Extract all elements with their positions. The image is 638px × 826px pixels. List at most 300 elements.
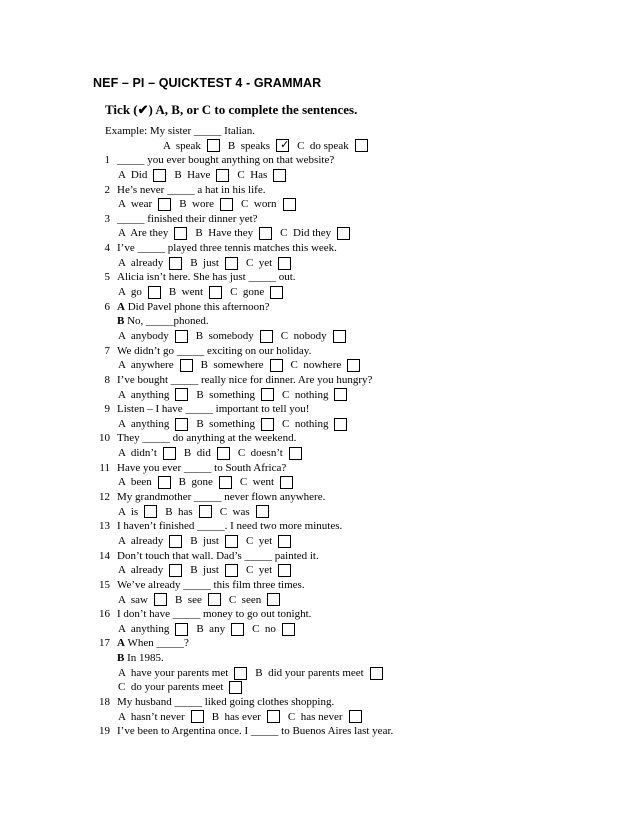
question-text	[117, 212, 258, 227]
question-line	[0, 212, 638, 227]
tick-box[interactable]	[270, 286, 283, 299]
question-text	[117, 300, 269, 315]
question-text	[117, 549, 319, 564]
answer-option[interactable]	[118, 710, 204, 725]
tick-box[interactable]	[217, 447, 230, 460]
option-label: A anything	[118, 417, 170, 430]
option-label: A is	[118, 505, 139, 518]
option-label: A saw	[118, 593, 148, 606]
tick-box[interactable]	[158, 198, 171, 211]
question-line	[0, 314, 638, 329]
answer-option[interactable]	[118, 417, 188, 432]
answer-options-row	[0, 139, 638, 154]
question-number: 13	[99, 520, 110, 533]
answer-options-row	[0, 593, 638, 608]
tick-box[interactable]	[225, 257, 238, 270]
answer-options	[118, 680, 250, 695]
answer-options	[118, 593, 288, 608]
tick-box[interactable]	[229, 681, 242, 694]
tick-box[interactable]	[175, 330, 188, 343]
answer-options-row	[0, 563, 638, 578]
question-line	[0, 241, 638, 256]
option-label: C yet	[245, 564, 273, 577]
option-label: B see	[174, 593, 202, 606]
tick-box[interactable]	[225, 535, 238, 548]
answer-option[interactable]	[228, 139, 289, 154]
option-label: C gone	[230, 286, 265, 299]
answer-option[interactable]	[229, 593, 280, 608]
question-number: 19	[99, 725, 110, 738]
tick-box[interactable]	[261, 388, 274, 401]
question-line	[0, 724, 638, 739]
answer-option[interactable]	[297, 139, 368, 154]
answer-option[interactable]	[174, 168, 229, 183]
answer-option[interactable]	[118, 446, 176, 461]
answer-options-row	[0, 446, 638, 461]
example-sentence	[105, 124, 255, 139]
option-label: A already	[118, 564, 164, 577]
option-label: A anywhere	[118, 359, 174, 372]
answer-option[interactable]	[118, 197, 171, 212]
sentence-text: Example: My sister _____ Italian.	[105, 125, 255, 137]
question-line	[0, 519, 638, 534]
answer-options-row	[0, 680, 638, 695]
instructions: Tick (✔) A, B, or C to complete the sentences.	[105, 102, 358, 117]
option-label: C was	[219, 505, 250, 518]
tick-box[interactable]	[208, 593, 221, 606]
option-label: B Have	[174, 168, 211, 181]
speaker-label: B	[117, 652, 125, 665]
sentence-text: My husband _____ liked going clothes shopping.	[117, 695, 335, 708]
answer-options-row	[0, 534, 638, 549]
sentence-text: I’ve _____ played three tennis matches this week.	[117, 242, 337, 255]
sentence-text: I’ve been to Argentina once. I _____ to Buenos Aires last year.	[117, 725, 394, 738]
answer-option[interactable]	[118, 505, 157, 520]
option-label: C has never	[287, 710, 343, 723]
tick-box[interactable]	[337, 227, 350, 240]
answer-option[interactable]	[282, 388, 347, 403]
question-number: 17	[99, 637, 110, 650]
answer-option[interactable]	[118, 226, 187, 241]
answer-options	[118, 256, 299, 271]
option-label: A go	[118, 286, 142, 299]
question-text	[117, 461, 286, 476]
answer-option[interactable]	[118, 358, 193, 373]
question-text	[117, 724, 393, 739]
tick-box[interactable]	[347, 359, 360, 372]
answer-option[interactable]	[169, 285, 222, 300]
question-line	[0, 490, 638, 505]
question-line	[0, 300, 638, 315]
question-line	[0, 431, 638, 446]
answer-option[interactable]	[255, 666, 382, 681]
answer-option[interactable]	[196, 417, 274, 432]
option-label: B something	[196, 388, 256, 401]
option-label: A anybody	[118, 329, 169, 342]
question-line	[0, 695, 638, 710]
answer-options-row	[0, 226, 638, 241]
answer-option[interactable]	[179, 475, 232, 490]
answer-options	[118, 710, 370, 725]
answer-option[interactable]	[118, 666, 247, 681]
tick-box[interactable]	[259, 227, 272, 240]
tick-box[interactable]	[349, 710, 362, 723]
tick-box[interactable]	[370, 667, 383, 680]
question-line	[0, 607, 638, 622]
answer-option[interactable]	[163, 139, 220, 154]
sentence-text: Listen – I have _____ important to tell you!	[117, 403, 310, 416]
sentence-text: Have you ever _____ to South Africa?	[117, 461, 287, 474]
tick-box[interactable]	[333, 330, 346, 343]
answer-options-row	[0, 417, 638, 432]
question-text	[117, 402, 309, 417]
question-line	[0, 549, 638, 564]
question-text	[117, 490, 325, 505]
tick-box[interactable]	[216, 169, 229, 182]
question-line	[0, 636, 638, 651]
question-list	[0, 124, 638, 739]
question-text	[117, 183, 265, 198]
answer-option[interactable]	[246, 563, 291, 578]
tick-box[interactable]	[267, 593, 280, 606]
question-line	[0, 402, 638, 417]
option-label: B something	[196, 417, 256, 430]
question-number: 10	[99, 432, 110, 445]
option-label: B just	[190, 564, 219, 577]
answer-option[interactable]	[118, 534, 182, 549]
answer-option[interactable]	[201, 358, 283, 373]
answer-option[interactable]	[246, 256, 291, 271]
answer-options-row	[0, 329, 638, 344]
answer-options	[118, 226, 358, 241]
speaker-label: B	[117, 315, 125, 328]
question-number: 7	[104, 344, 110, 357]
answer-options	[118, 329, 354, 344]
sentence-text: I haven’t finished _____. I need two more minutes.	[117, 520, 343, 533]
question-number: 8	[104, 373, 110, 386]
question-number: 2	[104, 183, 110, 196]
option-label: C Has	[237, 168, 268, 181]
sentence-text: They _____ do anything at the weekend.	[117, 432, 297, 445]
answer-option[interactable]	[190, 534, 238, 549]
question-number: 11	[99, 461, 110, 474]
option-label: A already	[118, 256, 164, 269]
sentence-text: We’ve already _____ this film three times.	[117, 578, 305, 591]
answer-options	[118, 417, 355, 432]
option-label: A Are they	[118, 227, 169, 240]
tick-box[interactable]	[163, 447, 176, 460]
option-label: A hasn’t never	[118, 710, 185, 723]
question-text	[117, 344, 311, 359]
tick-box[interactable]	[225, 564, 238, 577]
sentence-text: I don’t have _____ money to go out tonight.	[117, 608, 312, 621]
tick-box[interactable]	[144, 505, 157, 518]
sentence-text: He’s never _____ a hat in his life.	[117, 183, 266, 196]
answer-options	[118, 358, 368, 373]
sentence-text: _____ finished their dinner yet?	[117, 212, 258, 225]
question-text	[117, 153, 334, 168]
option-label: C do your parents meet	[118, 681, 224, 694]
answer-options	[118, 168, 294, 183]
tick-box[interactable]	[219, 476, 232, 489]
sentence-text: _____ you ever bought anything on that website?	[117, 154, 335, 167]
tick-box[interactable]	[154, 593, 167, 606]
checked-tick-box[interactable]	[276, 139, 289, 152]
question-line	[0, 183, 638, 198]
question-text	[117, 636, 189, 651]
option-label: B Have they	[195, 227, 254, 240]
tick-box[interactable]	[199, 505, 212, 518]
answer-options	[163, 139, 376, 154]
sentence-text: In 1985.	[124, 652, 164, 665]
answer-options-row	[0, 505, 638, 520]
answer-options-row	[0, 666, 638, 681]
tick-box[interactable]	[220, 198, 233, 211]
sentence-text: My grandmother _____ never flown anywhere.	[117, 491, 326, 504]
question-text	[117, 578, 305, 593]
page-title: NEF – PI – QUICKTEST 4 - GRAMMAR	[93, 76, 322, 90]
answer-options-row	[0, 710, 638, 725]
tick-box[interactable]	[334, 418, 347, 431]
answer-option[interactable]	[118, 475, 171, 490]
option-label: A didn’t	[118, 447, 157, 460]
question-number: 12	[99, 491, 110, 504]
option-label: C went	[239, 476, 275, 489]
option-label: A have your parents met	[118, 666, 229, 679]
answer-option[interactable]	[288, 710, 362, 725]
option-label: B speaks	[227, 139, 271, 152]
answer-options	[118, 197, 304, 212]
sentence-text: I’ve bought _____ really nice for dinner. Are you hungry?	[117, 373, 373, 386]
question-number: 18	[99, 695, 110, 708]
tick-box[interactable]	[234, 667, 247, 680]
answer-option[interactable]	[282, 417, 347, 432]
answer-option[interactable]	[237, 168, 286, 183]
option-label: C doesn’t	[237, 447, 283, 460]
question-line	[0, 124, 638, 139]
answer-option[interactable]	[241, 197, 295, 212]
question-number: 9	[104, 403, 110, 416]
answer-option[interactable]	[175, 593, 221, 608]
question-number: 3	[104, 212, 110, 225]
sentence-text: No, _____phoned.	[124, 315, 209, 328]
tick-box[interactable]	[175, 418, 188, 431]
answer-option[interactable]	[190, 563, 238, 578]
option-label: C seen	[228, 593, 262, 606]
option-label: B wore	[179, 198, 215, 211]
tick-box[interactable]	[207, 139, 220, 152]
question-line	[0, 373, 638, 388]
option-label: C nowhere	[290, 359, 342, 372]
answer-option[interactable]	[240, 475, 293, 490]
answer-option[interactable]	[118, 388, 188, 403]
answer-option[interactable]	[212, 710, 280, 725]
answer-option[interactable]	[165, 505, 212, 520]
tick-box[interactable]	[174, 227, 187, 240]
tick-box[interactable]	[280, 476, 293, 489]
tick-box[interactable]	[153, 169, 166, 182]
answer-option[interactable]	[184, 446, 230, 461]
answer-options-row	[0, 285, 638, 300]
answer-options-row	[0, 168, 638, 183]
question-text	[117, 270, 296, 285]
option-label: C nothing	[282, 417, 329, 430]
sentence-text: When _____?	[124, 637, 189, 650]
tick-box[interactable]	[282, 623, 295, 636]
option-label: A speak	[163, 139, 201, 152]
option-label: C yet	[245, 534, 273, 547]
option-label: C yet	[245, 256, 273, 269]
tick-box[interactable]	[148, 286, 161, 299]
answer-option[interactable]	[238, 446, 302, 461]
option-label: A Did	[118, 168, 148, 181]
option-label: A been	[118, 476, 152, 489]
option-label: B any	[196, 622, 226, 635]
option-label: B did	[183, 447, 211, 460]
question-number: 1	[104, 154, 110, 167]
tick-box[interactable]	[175, 388, 188, 401]
question-line	[0, 344, 638, 359]
option-label: B has ever	[211, 710, 261, 723]
check-icon: ✓	[280, 139, 290, 152]
speaker-label: A	[117, 637, 125, 650]
answer-options	[118, 446, 310, 461]
answer-options	[118, 563, 299, 578]
question-number: 5	[104, 271, 110, 284]
option-label: B has	[165, 505, 193, 518]
tick-box[interactable]	[191, 710, 204, 723]
answer-options-row	[0, 475, 638, 490]
tick-box[interactable]	[334, 388, 347, 401]
answer-options-row	[0, 197, 638, 212]
answer-option[interactable]	[252, 622, 295, 637]
tick-box[interactable]	[169, 564, 182, 577]
answer-options-row	[0, 388, 638, 403]
answer-option[interactable]	[230, 285, 283, 300]
question-line	[0, 270, 638, 285]
question-line	[0, 578, 638, 593]
answer-options	[118, 622, 303, 637]
sentence-text: Alicia isn’t here. She has just _____ out.	[117, 271, 296, 284]
answer-options-row	[0, 622, 638, 637]
answer-option[interactable]	[118, 593, 167, 608]
option-label: B did your parents meet	[255, 666, 364, 679]
answer-option[interactable]	[281, 329, 346, 344]
option-label: C Did they	[280, 227, 332, 240]
question-text	[117, 314, 209, 329]
tick-box[interactable]	[158, 476, 171, 489]
option-label: C do speak	[297, 139, 349, 152]
tick-box[interactable]	[278, 535, 291, 548]
option-label: B gone	[178, 476, 213, 489]
tick-box[interactable]	[231, 623, 244, 636]
question-text	[117, 607, 311, 622]
answer-option[interactable]	[118, 285, 161, 300]
answer-option[interactable]	[195, 226, 272, 241]
speaker-label: A	[117, 300, 125, 313]
answer-option[interactable]	[196, 622, 244, 637]
answer-option[interactable]	[179, 197, 233, 212]
sentence-text: We didn’t go _____ exciting on our holiday.	[117, 344, 312, 357]
answer-option[interactable]	[118, 680, 242, 695]
tick-box[interactable]	[267, 710, 280, 723]
question-number: 14	[99, 549, 110, 562]
question-text	[117, 519, 342, 534]
option-label: C nothing	[282, 388, 329, 401]
question-number: 15	[99, 578, 110, 591]
tick-box[interactable]	[209, 286, 222, 299]
option-label: B somebody	[195, 329, 254, 342]
option-label: B somewhere	[200, 359, 264, 372]
option-label: C nobody	[280, 329, 327, 342]
answer-option[interactable]	[280, 226, 350, 241]
tick-box[interactable]	[278, 257, 291, 270]
answer-options-row	[0, 256, 638, 271]
answer-option[interactable]	[118, 622, 188, 637]
answer-option[interactable]	[291, 358, 361, 373]
answer-options	[118, 505, 277, 520]
sentence-text: Did Pavel phone this afternoon?	[124, 300, 270, 313]
question-line	[0, 153, 638, 168]
answer-option[interactable]	[246, 534, 291, 549]
tick-box[interactable]	[278, 564, 291, 577]
answer-option[interactable]	[190, 256, 238, 271]
answer-option[interactable]	[220, 505, 269, 520]
answer-option[interactable]	[118, 563, 182, 578]
tick-box[interactable]	[180, 359, 193, 372]
tick-box[interactable]	[355, 139, 368, 152]
sentence-text: Don’t touch that wall. Dad’s _____ painted it.	[117, 549, 319, 562]
tick-box[interactable]	[273, 169, 286, 182]
answer-options	[118, 388, 355, 403]
option-label: B just	[190, 256, 219, 269]
question-text	[117, 651, 164, 666]
answer-options	[118, 666, 391, 681]
tick-box[interactable]	[169, 535, 182, 548]
answer-option[interactable]	[118, 329, 188, 344]
answer-option[interactable]	[118, 256, 182, 271]
answer-options	[118, 534, 299, 549]
option-label: A already	[118, 534, 164, 547]
question-text	[117, 431, 296, 446]
question-number: 4	[104, 242, 110, 255]
option-label: B went	[168, 286, 204, 299]
tick-box[interactable]	[175, 623, 188, 636]
tick-box[interactable]	[289, 447, 302, 460]
option-label: A anything	[118, 622, 170, 635]
answer-options-row	[0, 358, 638, 373]
question-text	[117, 373, 372, 388]
option-label: B just	[190, 534, 219, 547]
answer-option[interactable]	[118, 168, 166, 183]
tick-box[interactable]	[256, 505, 269, 518]
answer-options	[118, 285, 291, 300]
tick-box[interactable]	[283, 198, 296, 211]
option-label: A wear	[118, 198, 153, 211]
tick-box[interactable]	[169, 257, 182, 270]
tick-box[interactable]	[261, 418, 274, 431]
answer-option[interactable]	[196, 329, 273, 344]
question-line	[0, 461, 638, 476]
option-label: A anything	[118, 388, 170, 401]
option-label: C worn	[241, 198, 277, 211]
question-number: 6	[104, 300, 110, 313]
answer-option[interactable]	[196, 388, 274, 403]
question-line	[0, 651, 638, 666]
tick-box[interactable]	[260, 330, 273, 343]
tick-box[interactable]	[270, 359, 283, 372]
question-text	[117, 695, 334, 710]
